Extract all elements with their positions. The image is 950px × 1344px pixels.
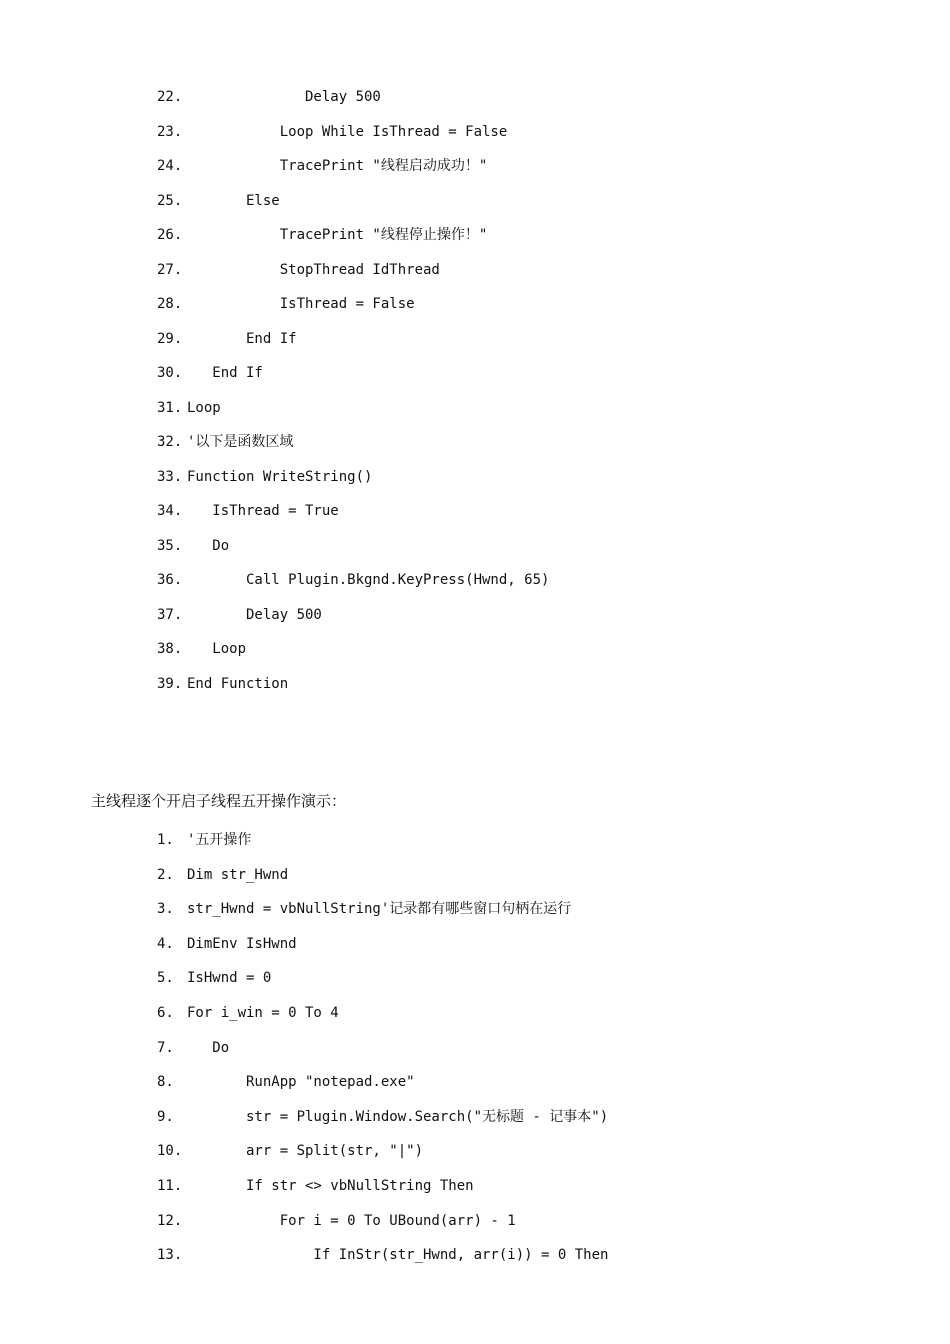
line-code: Delay 500 (187, 606, 322, 623)
line-number: 33. (157, 468, 183, 485)
code-line (0, 968, 950, 1002)
line-number: 39. (157, 675, 183, 692)
code-line (0, 605, 950, 639)
code-line (0, 899, 950, 933)
code-line (0, 87, 950, 121)
line-number: 29. (157, 330, 183, 347)
line-code: arr = Split(str, "|") (187, 1143, 424, 1160)
line-code: Dim str_Hwnd (187, 866, 289, 883)
line-number: 9. (157, 1108, 174, 1125)
line-number: 8. (157, 1074, 174, 1091)
code-line (0, 1176, 950, 1210)
line-number: 4. (157, 935, 174, 952)
code-line (0, 1245, 950, 1279)
line-code: If str <> vbNullString Then (187, 1178, 474, 1194)
code-line (0, 865, 950, 899)
line-number: 28. (157, 296, 183, 312)
line-number: 34. (157, 503, 183, 519)
line-number: 27. (157, 261, 183, 278)
line-number: 2. (157, 866, 174, 883)
line-number: 26. (157, 227, 183, 243)
line-number: 3. (157, 901, 174, 918)
line-code: IsThread = True (187, 503, 339, 519)
line-code: StopThread IdThread (187, 261, 440, 278)
section-heading: 主线程逐个开启子线程五开操作演示： (91, 792, 347, 810)
line-code: Delay 500 (187, 89, 381, 105)
code-line (0, 1003, 950, 1037)
code-line (0, 122, 950, 156)
line-code: TracePrint "线程启动成功！" (187, 158, 488, 174)
code-line (0, 398, 950, 432)
code-line (0, 570, 950, 604)
line-number: 7. (157, 1039, 174, 1056)
line-number: 31. (157, 399, 183, 416)
line-code: For i = 0 To UBound(arr) - 1 (187, 1212, 516, 1229)
code-line (0, 1107, 950, 1141)
line-code: If InStr(str_Hwnd, arr(i)) = 0 Then (187, 1247, 609, 1264)
code-line (0, 1141, 950, 1175)
code-line (0, 501, 950, 535)
line-number: 35. (157, 537, 183, 554)
line-code: For i_win = 0 To 4 (187, 1005, 339, 1021)
line-code: Loop (187, 399, 221, 416)
line-code: Do (187, 537, 230, 554)
line-code: Do (187, 1039, 230, 1056)
line-number: 10. (157, 1143, 183, 1160)
line-number: 1. (157, 832, 174, 848)
line-code: IsThread = False (187, 296, 415, 312)
line-code: Loop While IsThread = False (187, 123, 508, 140)
line-number: 37. (157, 606, 183, 623)
line-number: 5. (157, 970, 174, 987)
line-code: '以下是函数区域 (187, 434, 294, 450)
code-line (0, 934, 950, 968)
line-code: Call Plugin.Bkgnd.KeyPress(Hwnd, 65) (187, 572, 550, 588)
line-number: 6. (157, 1005, 174, 1021)
code-line (0, 1072, 950, 1106)
code-line (0, 1211, 950, 1245)
line-number: 23. (157, 123, 183, 140)
code-line (0, 1038, 950, 1072)
line-number: 30. (157, 365, 183, 381)
line-code: DimEnv IsHwnd (187, 935, 297, 952)
code-line (0, 363, 950, 397)
line-code: IsHwnd = 0 (187, 970, 272, 987)
line-code: Else (187, 192, 280, 209)
line-number: 24. (157, 158, 183, 174)
line-code: End If (187, 365, 263, 381)
code-line (0, 225, 950, 259)
line-number: 25. (157, 192, 183, 209)
line-code: TracePrint "线程停止操作！" (187, 227, 488, 243)
line-code: End Function (187, 675, 289, 692)
line-number: 22. (157, 89, 183, 105)
code-line (0, 294, 950, 328)
line-code: Loop (187, 641, 247, 657)
line-number: 11. (157, 1178, 183, 1194)
line-number: 38. (157, 641, 183, 657)
code-line (0, 536, 950, 570)
line-code: RunApp "notepad.exe" (187, 1074, 415, 1091)
line-number: 12. (157, 1212, 183, 1229)
line-code: Function WriteString() (187, 468, 373, 485)
code-line (0, 191, 950, 225)
line-code: str_Hwnd = vbNullString'记录都有哪些窗口句柄在运行 (187, 901, 572, 918)
code-line (0, 467, 950, 501)
code-line (0, 674, 950, 708)
line-code: End If (187, 330, 297, 347)
line-code: str = Plugin.Window.Search("无标题 - 记事本") (187, 1108, 609, 1125)
code-line (0, 830, 950, 864)
line-code: '五开操作 (187, 832, 252, 848)
code-line (0, 260, 950, 294)
code-line (0, 156, 950, 190)
code-line (0, 329, 950, 363)
line-number: 36. (157, 572, 183, 588)
line-number: 13. (157, 1247, 183, 1264)
code-line (0, 639, 950, 673)
code-line (0, 432, 950, 466)
line-number: 32. (157, 434, 183, 450)
